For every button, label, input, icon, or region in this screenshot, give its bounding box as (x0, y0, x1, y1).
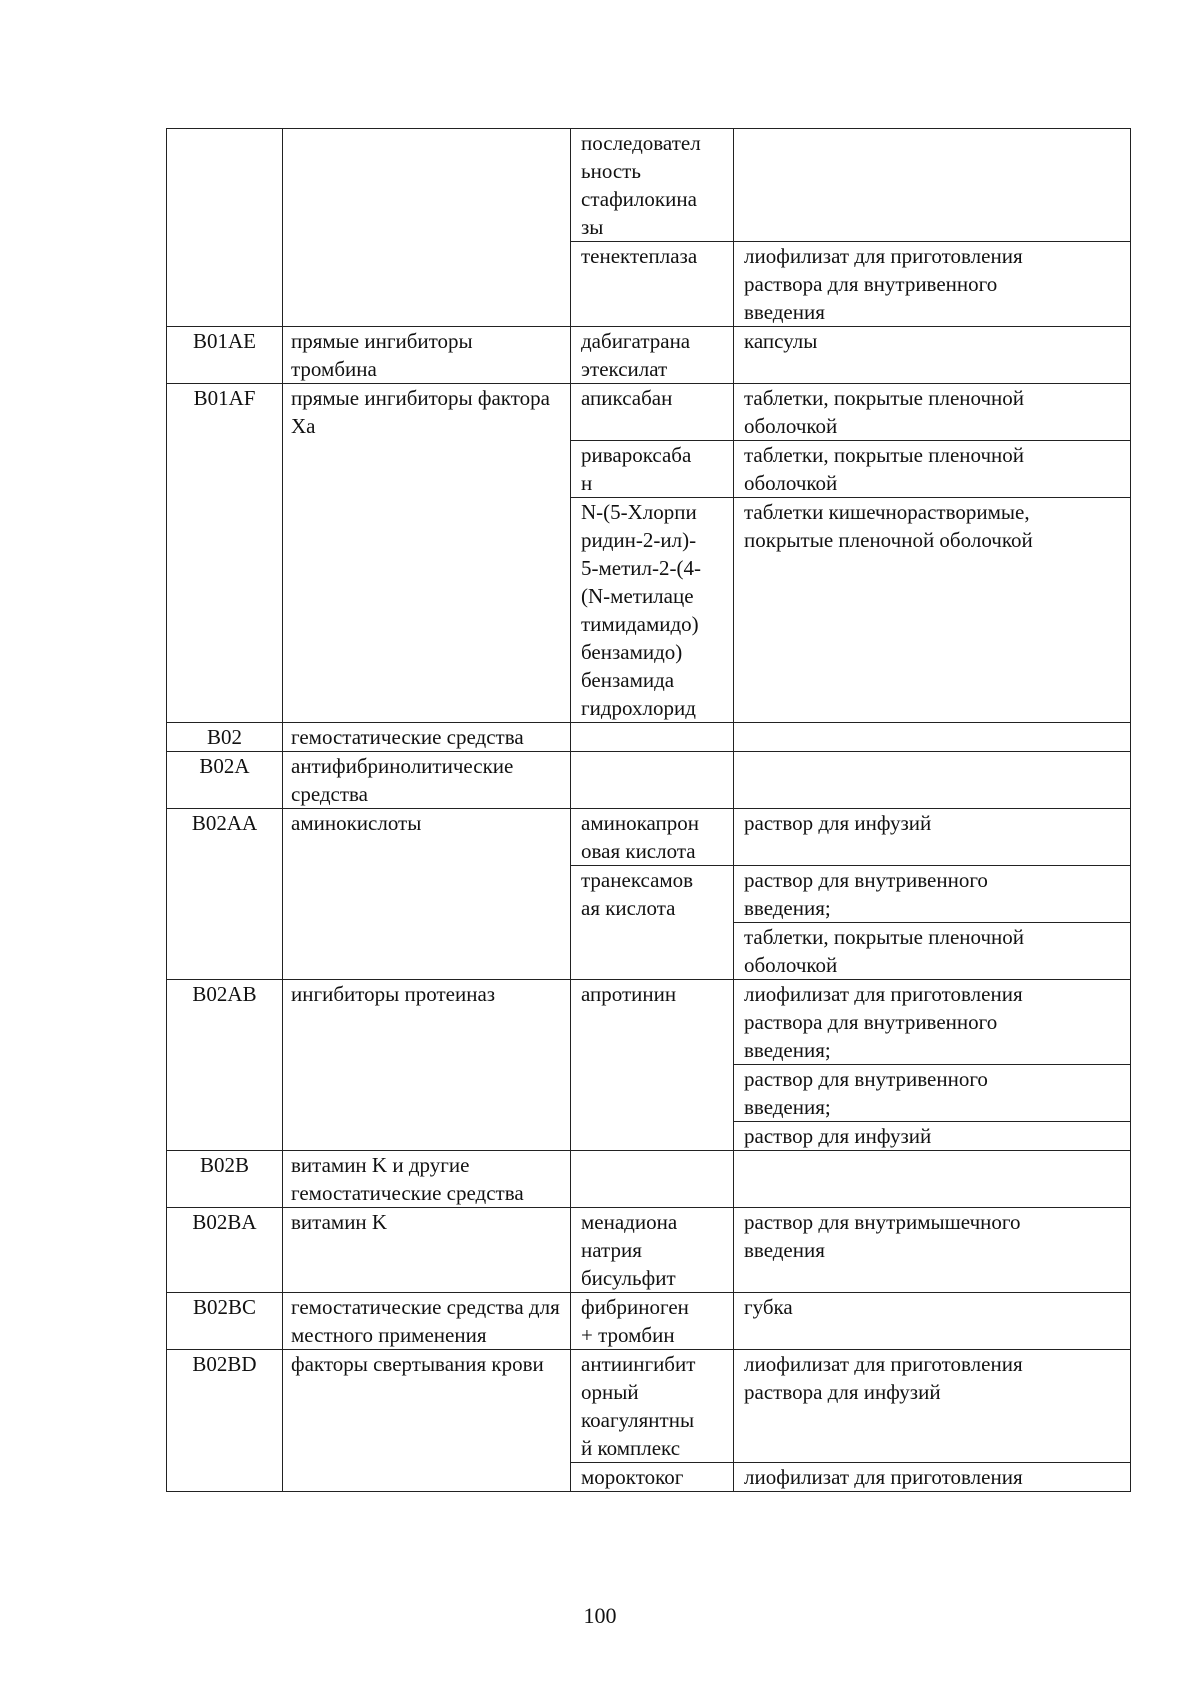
atc-code-cell: B02BA (167, 1208, 283, 1293)
dosage-form-cell (734, 752, 1131, 809)
group-name-cell: антифибринолитические средства (283, 752, 571, 809)
group-name-cell: факторы свертывания крови (283, 1350, 571, 1492)
dosage-form-cell: капсулы (734, 327, 1131, 384)
drug-classification-table (166, 128, 1131, 1492)
drug-name-cell: апиксабан (571, 384, 734, 441)
table-row (167, 1293, 1131, 1350)
atc-code-cell: B02AB (167, 980, 283, 1151)
drug-name-cell: N-(5-Хлорпи ридин-2-ил)- 5-метил-2-(4- (N-метилаце тимидамидо) бензамидо) бензамида гидрохлорид (571, 498, 734, 723)
drug-name-cell: фибриноген + тромбин (571, 1293, 734, 1350)
table-row (167, 1151, 1131, 1208)
atc-code-cell: B01AE (167, 327, 283, 384)
table-row (167, 809, 1131, 866)
drug-name-cell: ривароксаба н (571, 441, 734, 498)
atc-code-cell: B02BC (167, 1293, 283, 1350)
drug-name-cell: последовател ьность стафилокина зы (571, 129, 734, 242)
group-name-cell (283, 129, 571, 327)
dosage-form-cell: таблетки, покрытые пленочной оболочкой (734, 441, 1131, 498)
table-row (167, 1350, 1131, 1463)
dosage-form-cell (734, 129, 1131, 242)
table-row (167, 752, 1131, 809)
atc-code-cell: B02A (167, 752, 283, 809)
drug-name-cell: апротинин (571, 980, 734, 1151)
drug-name-cell: аминокапрон овая кислота (571, 809, 734, 866)
atc-code-cell (167, 129, 283, 327)
table-row (167, 384, 1131, 441)
dosage-form-cell (734, 1151, 1131, 1208)
drug-name-cell: тенектеплаза (571, 242, 734, 327)
drug-name-cell: дабигатрана этексилат (571, 327, 734, 384)
atc-code-cell: B01AF (167, 384, 283, 723)
dosage-form-cell: лиофилизат для приготовления раствора для внутривенного введения (734, 242, 1131, 327)
group-name-cell: гемостатические средства (283, 723, 571, 752)
drug-name-cell (571, 723, 734, 752)
dosage-form-cell: раствор для внутривенного введения; (734, 1065, 1131, 1122)
dosage-form-cell: раствор для инфузий (734, 809, 1131, 866)
group-name-cell: прямые ингибиторы фактора Xa (283, 384, 571, 723)
atc-code-cell: B02 (167, 723, 283, 752)
dosage-form-cell: раствор для внутримышечного введения (734, 1208, 1131, 1293)
table-row (167, 980, 1131, 1065)
dosage-form-cell: лиофилизат для приготовления раствора для инфузий (734, 1350, 1131, 1463)
group-name-cell: ингибиторы протеиназ (283, 980, 571, 1151)
group-name-cell: прямые ингибиторы тромбина (283, 327, 571, 384)
drug-name-cell (571, 1151, 734, 1208)
drug-name-cell: транексамов ая кислота (571, 866, 734, 980)
drug-name-cell (571, 752, 734, 809)
table-row (167, 1208, 1131, 1293)
table-row (167, 129, 1131, 242)
dosage-form-cell: раствор для инфузий (734, 1122, 1131, 1151)
table-row (167, 723, 1131, 752)
drug-name-cell: менадиона натрия бисульфит (571, 1208, 734, 1293)
dosage-form-cell: таблетки, покрытые пленочной оболочкой (734, 384, 1131, 441)
dosage-form-cell: лиофилизат для приготовления (734, 1463, 1131, 1492)
dosage-form-cell: губка (734, 1293, 1131, 1350)
drug-name-cell: мороктоког (571, 1463, 734, 1492)
table-row (167, 327, 1131, 384)
group-name-cell: аминокислоты (283, 809, 571, 980)
dosage-form-cell: раствор для внутривенного введения; (734, 866, 1131, 923)
group-name-cell: гемостатические средства для местного применения (283, 1293, 571, 1350)
page-number: 100 (583, 1603, 617, 1628)
dosage-form-cell: таблетки кишечнорастворимые, покрытые пленочной оболочкой (734, 498, 1131, 723)
group-name-cell: витамин K (283, 1208, 571, 1293)
atc-code-cell: B02BD (167, 1350, 283, 1492)
dosage-form-cell: таблетки, покрытые пленочной оболочкой (734, 923, 1131, 980)
drug-name-cell: антиингибит орный коагулянтны й комплекс (571, 1350, 734, 1463)
dosage-form-cell (734, 723, 1131, 752)
dosage-form-cell: лиофилизат для приготовления раствора для внутривенного введения; (734, 980, 1131, 1065)
atc-code-cell: B02AA (167, 809, 283, 980)
group-name-cell: витамин K и другие гемостатические средства (283, 1151, 571, 1208)
atc-code-cell: B02B (167, 1151, 283, 1208)
